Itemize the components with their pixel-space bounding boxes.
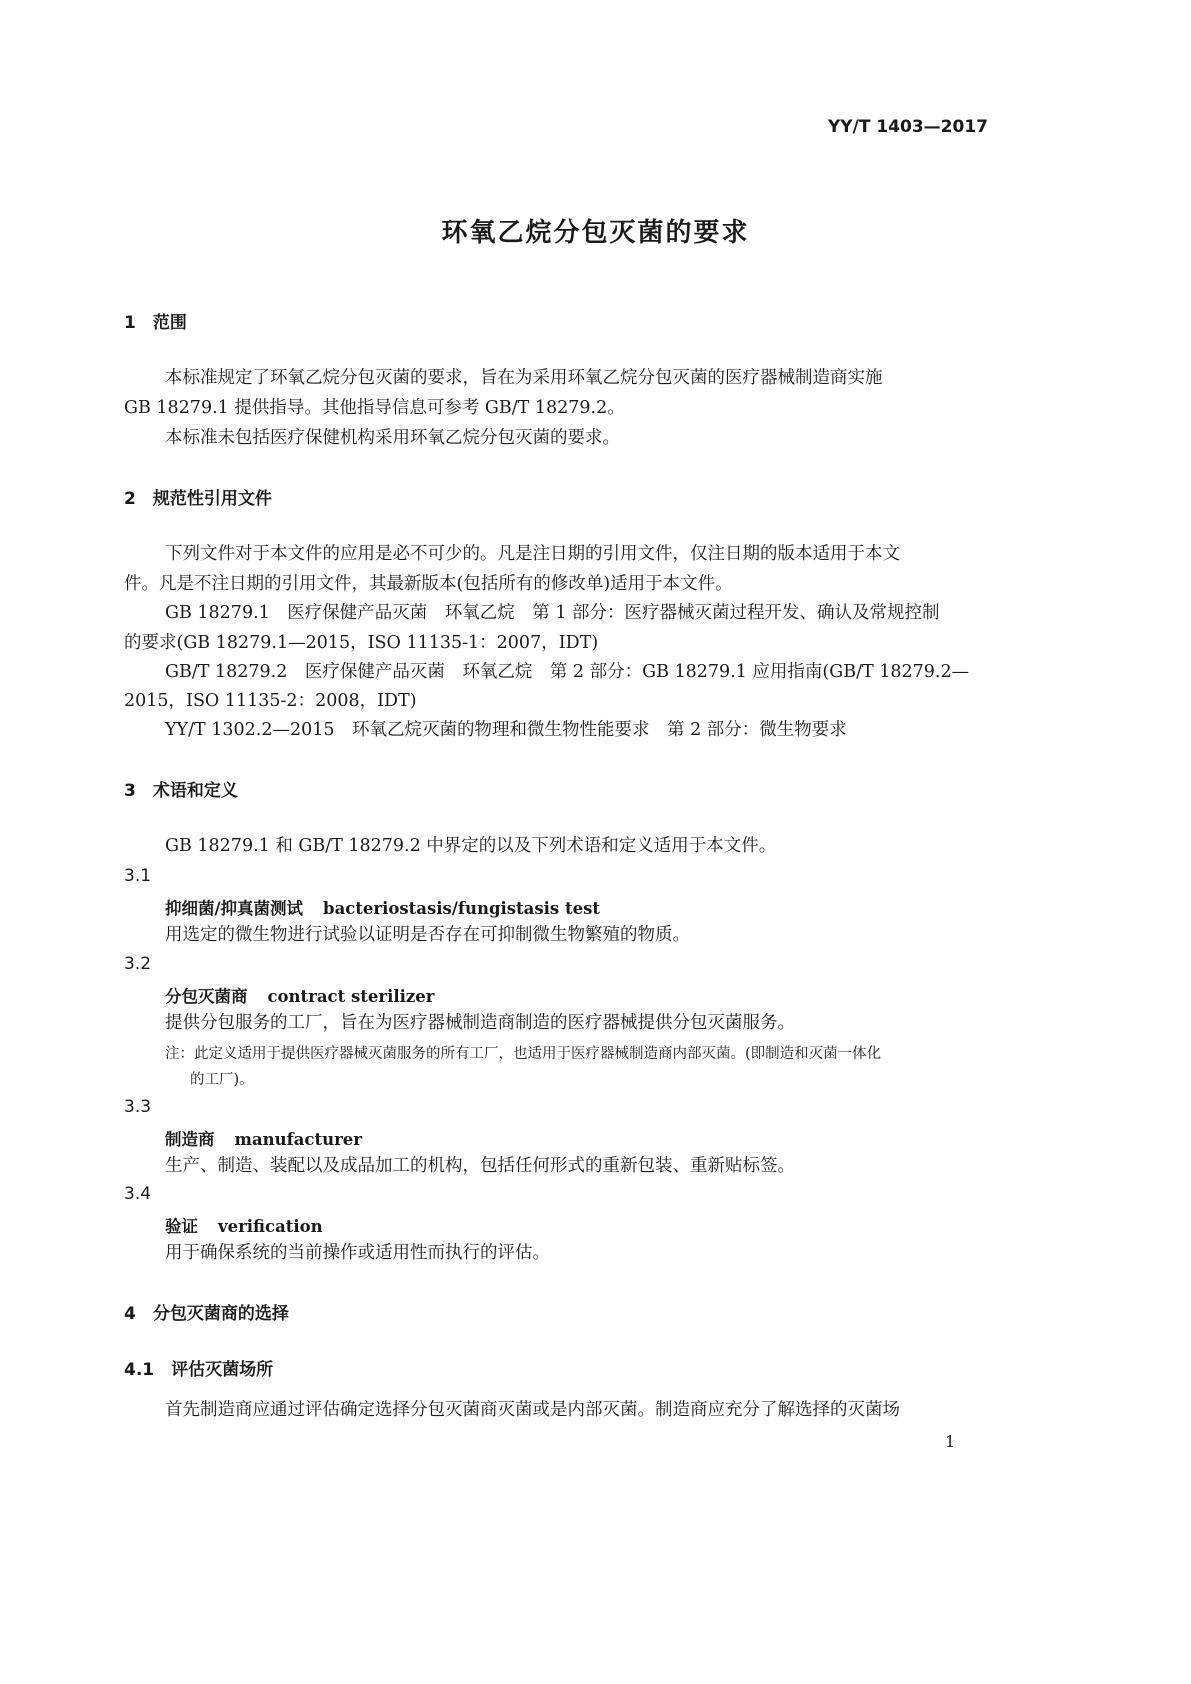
section-2-heading: 2 规范性引用文件 bbox=[124, 489, 272, 509]
term-number: 3.1 bbox=[124, 866, 152, 886]
section-1-paragraph-1-line-1: 本标准规定了环氧乙烷分包灭菌的要求，旨在为采用环氧乙烷分包灭菌的医疗器械制造商实施 bbox=[165, 368, 883, 388]
section-3-intro: GB 18279.1 和 GB/T 18279.2 中界定的以及下列术语和定义适用于本文件。 bbox=[165, 836, 777, 856]
reference-1-line-2: 的要求(GB 18279.1—2015，ISO 11135-1：2007，IDT) bbox=[124, 633, 599, 653]
reference-2-line-1: GB/T 18279.2 医疗保健产品灭菌 环氧乙烷 第 2 部分：GB 18279.1 应用指南(GB/T 18279.2— bbox=[165, 662, 970, 682]
term-english: manufacturer bbox=[234, 1130, 362, 1149]
term-heading bbox=[165, 1213, 323, 1237]
term-heading bbox=[165, 1126, 362, 1150]
section-1-heading: 1 范围 bbox=[124, 313, 187, 333]
term-heading bbox=[165, 895, 600, 919]
section-4-1-paragraph: 首先制造商应通过评估确定选择分包灭菌商灭菌或是内部灭菌。制造商应充分了解选择的灭菌场 bbox=[165, 1400, 900, 1420]
term-english: bacteriostasis/fungistasis test bbox=[323, 899, 600, 918]
section-4-heading: 4 分包灭菌商的选择 bbox=[124, 1304, 289, 1324]
note-line-2: 的工厂)。 bbox=[190, 1072, 254, 1088]
subsection-4-1-heading: 4.1 评估灭菌场所 bbox=[124, 1360, 274, 1380]
reference-2-line-2: 2015，ISO 11135-2：2008，IDT) bbox=[124, 691, 417, 711]
section-1-paragraph-2: 本标准未包括医疗保健机构采用环氧乙烷分包灭菌的要求。 bbox=[165, 428, 620, 448]
term-english: verification bbox=[218, 1217, 323, 1236]
note-line-1: 注：此定义适用于提供医疗器械灭菌服务的所有工厂，也适用于医疗器械制造商内部灭菌。(即制造和灭菌一体化 bbox=[165, 1046, 882, 1062]
term-definition: 用选定的微生物进行试验以证明是否存在可抑制微生物繁殖的物质。 bbox=[165, 925, 690, 945]
term-chinese: 验证 bbox=[165, 1217, 198, 1236]
term-number: 3.3 bbox=[124, 1097, 152, 1117]
section-1-paragraph-1-line-2: GB 18279.1 提供指导。其他指导信息可参考 GB/T 18279.2。 bbox=[124, 398, 625, 418]
term-chinese: 制造商 bbox=[165, 1130, 215, 1149]
section-2-intro-line-2: 件。凡是不注日期的引用文件，其最新版本(包括所有的修改单)适用于本文件。 bbox=[124, 574, 733, 594]
reference-1-line-1: GB 18279.1 医疗保健产品灭菌 环氧乙烷 第 1 部分：医疗器械灭菌过程开发、确认及常规控制 bbox=[165, 603, 940, 623]
term-chinese: 抑细菌/抑真菌测试 bbox=[165, 899, 304, 918]
term-definition: 用于确保系统的当前操作或适用性而执行的评估。 bbox=[165, 1243, 550, 1263]
term-number: 3.4 bbox=[124, 1184, 152, 1204]
section-2-intro-line-1: 下列文件对于本文件的应用是必不可少的。凡是注日期的引用文件，仅注日期的版本适用于本文 bbox=[165, 544, 900, 564]
standard-number: YY/T 1403—2017 bbox=[828, 117, 988, 137]
section-3-heading: 3 术语和定义 bbox=[124, 781, 238, 801]
page-number: 1 bbox=[945, 1432, 956, 1451]
reference-3: YY/T 1302.2—2015 环氧乙烷灭菌的物理和微生物性能要求 第 2 部分：微生物要求 bbox=[165, 720, 847, 740]
term-heading bbox=[165, 983, 434, 1007]
document-title: 环氧乙烷分包灭菌的要求 bbox=[441, 218, 750, 248]
term-definition: 生产、制造、装配以及成品加工的机构，包括任何形式的重新包装、重新贴标签。 bbox=[165, 1156, 795, 1176]
term-definition: 提供分包服务的工厂，旨在为医疗器械制造商制造的医疗器械提供分包灭菌服务。 bbox=[165, 1013, 795, 1033]
term-english: contract sterilizer bbox=[267, 987, 435, 1006]
term-chinese: 分包灭菌商 bbox=[165, 987, 248, 1006]
term-number: 3.2 bbox=[124, 954, 152, 974]
